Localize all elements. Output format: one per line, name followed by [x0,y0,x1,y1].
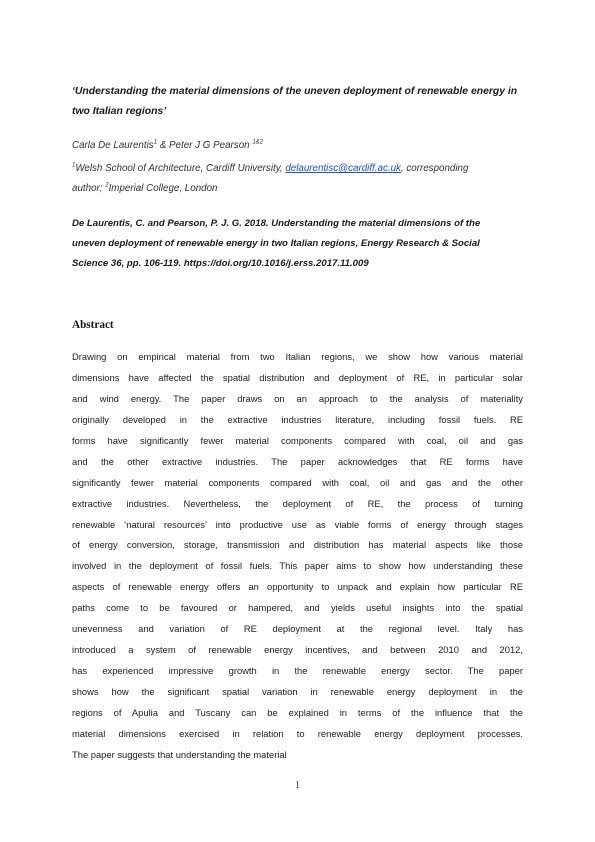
affiliation-text: author; [72,183,106,194]
paper-title [72,82,523,122]
abstract-line: of energy conversion, storage, transmission and distribution has material aspects like those [72,539,523,551]
abstract-heading: Abstract [72,319,114,331]
title-line: ‘Understanding the material dimensions of the uneven deployment of renewable energy in [72,86,518,97]
abstract-line: dimensions have affected the spatial distribution and deployment of RE, in particular solar [72,371,523,383]
abstract-line: involved in the deployment of fossil fuels. This paper aims to show how understanding these [72,560,523,572]
author-list [72,136,523,156]
affiliation-text: Welsh School of Architecture, Cardiff University, [75,163,286,174]
email-link[interactable]: delaurentisc@cardiff.ac.uk [285,163,401,174]
abstract-line: paths come to be favoured or hampered, and yields useful insights into the spatial [72,602,523,614]
citation-line: De Laurentis, C. and Pearson, P. J. G. 2018. Understanding the material dimensions of the [72,218,481,229]
affiliation-text: Imperial College, London [108,183,218,194]
affiliation-marker: 1 [153,139,158,146]
affiliation-marker: 1&2 [252,139,264,146]
abstract-line: regions of Apulia and Tuscany can be explained in terms of the influence that the [72,706,523,718]
abstract-line: renewable ‘natural resources’ into productive use as viable forms of energy through stages [72,518,523,530]
abstract-line: shows how the significant spatial variation in renewable energy deployment in the [72,686,523,697]
citation-line: uneven deployment of renewable energy in two Italian regions, Energy Research & Social [72,238,480,250]
abstract-line: extractive industries. Nevertheless, the deployment of RE, the process of turning [72,497,523,509]
abstract-line: significantly fewer material components compared with coal, oil and gas and the other [72,476,523,488]
affiliation-text: , corresponding [400,163,469,174]
citation-block [72,214,523,275]
abstract-body [72,347,523,766]
abstract-line: forms have significantly fewer material components compared with coal, oil and gas [72,434,523,446]
abstract-line: unevenness and variation of RE deployment at the regional level. Italy has [72,623,523,635]
affiliation-marker: 2 [105,182,109,189]
abstract-line: Drawing on empirical material from two Italian regions, we show how various material [72,351,523,362]
citation-line: Science 36, pp. 106-119. https://doi.org/10.1016/j.erss.2017.11.009 [72,258,369,270]
affiliations [72,159,523,199]
abstract-line: The paper suggests that understanding the material [72,748,287,760]
author-name: Carla De Laurentis [72,140,154,151]
abstract-line: originally developed in the extractive industries literature, including fossil fuels. RE [72,413,523,425]
abstract-line: has experienced impressive growth in the renewable energy sector. The paper [72,665,523,677]
abstract-line: and the other extractive industries. The paper acknowledges that RE forms have [72,455,523,467]
abstract-line: aspects of renewable energy offers an opportunity to unpack and explain how particular RE [72,581,523,593]
affiliation-marker: 1 [72,162,76,169]
abstract-line: introduced a system of renewable energy incentives, and between 2010 and 2012, [72,644,523,656]
abstract-line: material dimensions exercised in relation to renewable energy deployment processes. [72,727,523,739]
abstract-line: and wind energy. The paper draws on an approach to the analysis of materiality [72,392,523,404]
page-number: 1 [295,780,300,791]
title-line: two Italian regions’ [72,106,167,117]
author-name: & Peter J G Pearson [157,140,253,151]
